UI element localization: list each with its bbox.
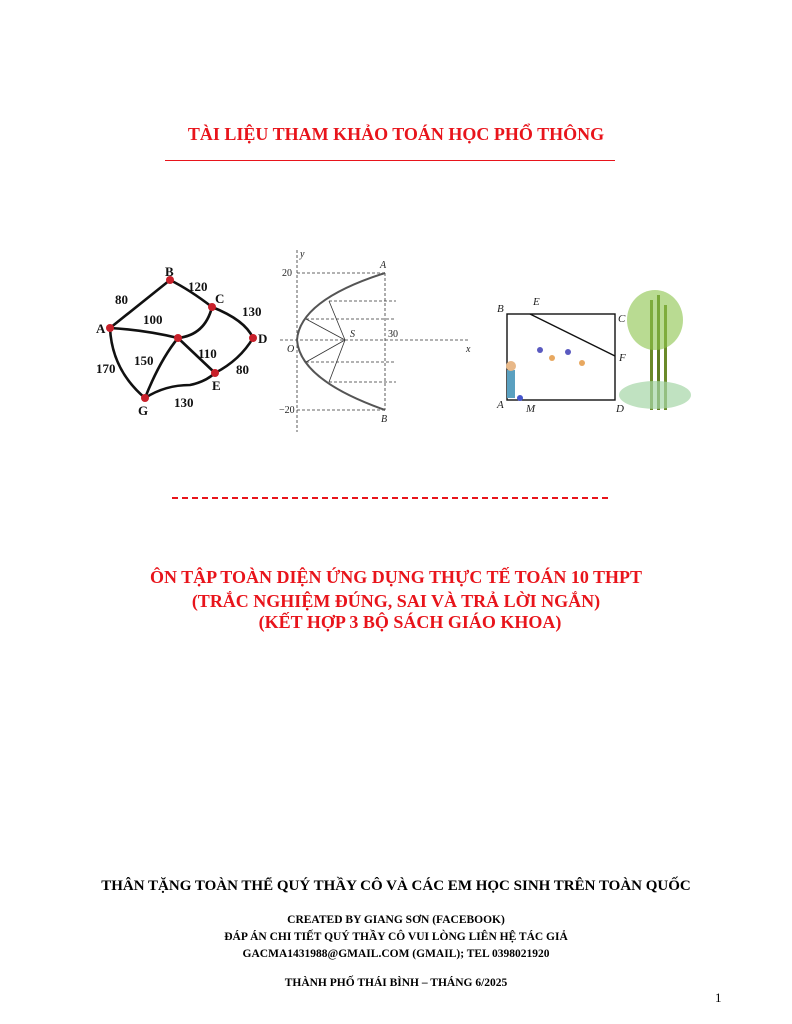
edge-weight: 100	[143, 312, 163, 327]
main-title-line3: (KẾT HỢP 3 BỘ SÁCH GIÁO KHOA)	[258, 612, 562, 632]
point-label: C	[618, 313, 626, 325]
tick-label: 20	[282, 268, 292, 279]
origin-label: O	[287, 344, 295, 355]
node-label: A	[96, 321, 106, 336]
graph-figure	[106, 276, 257, 402]
dedication: THÂN TẶNG TOÀN THỂ QUÝ THẦY CÔ VÀ CÁC EM HỌC SINH TRÊN TOÀN QUỐC	[101, 878, 691, 894]
edge-weight: 80	[236, 362, 249, 377]
edge-weight: 80	[115, 292, 128, 307]
point-label: E	[533, 296, 540, 308]
edge-weight: 150	[134, 353, 154, 368]
node-label: E	[212, 378, 221, 393]
point-label: B	[497, 303, 504, 315]
bamboo-illustration	[619, 290, 691, 410]
point-label: A	[497, 399, 504, 411]
edge-weight: 130	[174, 395, 194, 410]
focus-label: S	[350, 329, 355, 340]
point-label: A	[380, 260, 387, 271]
point-label: B	[381, 414, 388, 425]
section-divider	[172, 497, 608, 499]
illustrations	[0, 0, 792, 460]
node-label: G	[138, 403, 149, 418]
parabola-figure	[279, 249, 471, 432]
node-label: D	[258, 331, 268, 346]
tick-label: −20	[279, 405, 295, 416]
child-illustration	[506, 347, 585, 401]
x-axis-label: x	[466, 344, 471, 355]
rectangle-figure	[496, 290, 691, 415]
page-number: 1	[715, 990, 722, 1005]
document-header-title: TÀI LIỆU THAM KHẢO TOÁN HỌC PHỔ THÔNG	[187, 124, 605, 144]
answers-note: ĐÁP ÁN CHI TIẾT QUÝ THẦY CÔ VUI LÒNG LIÊN HỆ TÁC GIẢ	[224, 931, 568, 943]
contact-info: GACMA1431988@GMAIL.COM (GMAIL); TEL 0398021920	[242, 948, 550, 960]
point-label: D	[616, 403, 624, 415]
y-axis-label: y	[300, 249, 305, 260]
tick-label: 30	[388, 329, 398, 340]
place-date: THÀNH PHỐ THÁI BÌNH – THÁNG 6/2025	[284, 977, 508, 989]
main-title-line2: (TRẮC NGHIỆM ĐÚNG, SAI VÀ TRẢ LỜI NGẮN)	[191, 591, 601, 611]
edge-weight: 110	[198, 346, 217, 361]
node-label: B	[165, 264, 174, 279]
edge-weight: 170	[96, 361, 116, 376]
edge-weight: 130	[242, 304, 262, 319]
point-label: F	[619, 352, 626, 364]
created-by: CREATED BY GIANG SƠN (FACEBOOK)	[287, 914, 505, 926]
main-title-line1: ÔN TẬP TOÀN DIỆN ỨNG DỤNG THỰC TẾ TOÁN 10 THPT	[149, 567, 643, 587]
edge-weight: 120	[188, 279, 208, 294]
node-label: C	[215, 291, 225, 306]
point-label: M	[526, 403, 536, 415]
